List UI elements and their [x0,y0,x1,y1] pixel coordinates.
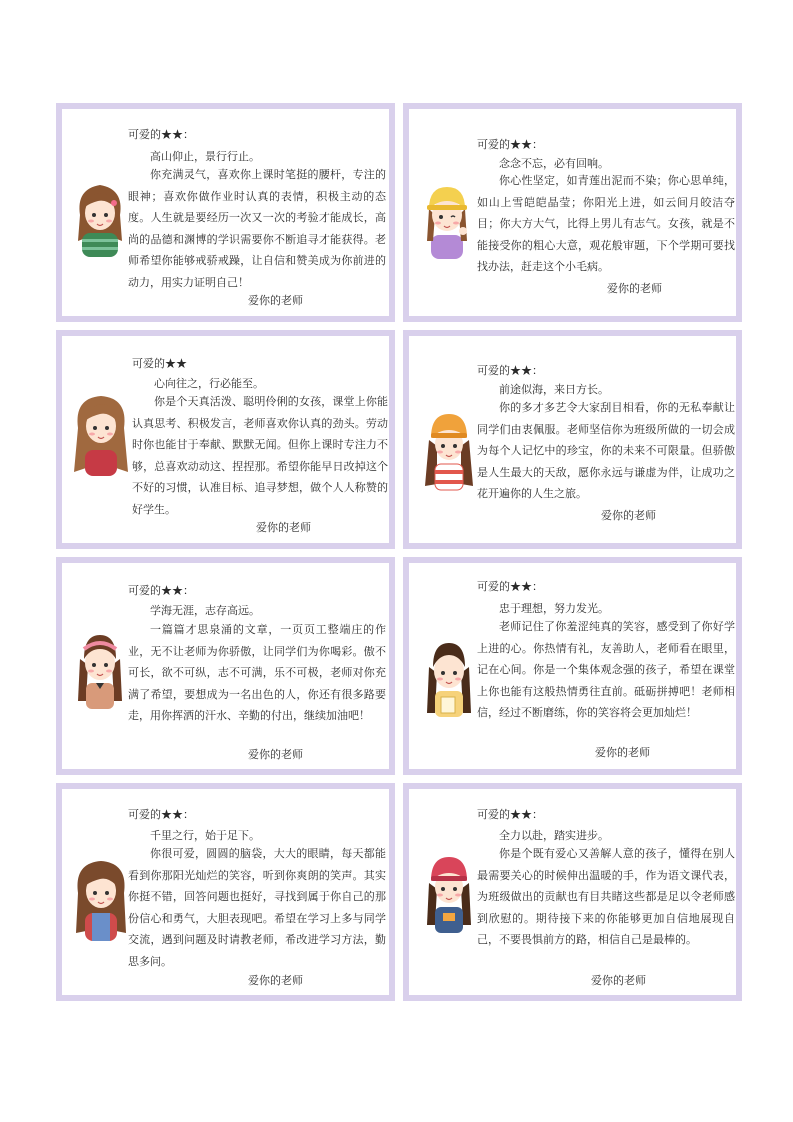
comment-body: 你的多才多艺令大家刮目相看，你的无私奉献让同学们由衷佩服。老师坚信你为班级所做的一切会成为每个人记忆中的珍宝，你的未来不可限量。但骄傲是人生最大的天敌，愿你永远与谦虚为伴，让成功之花开遍你的人生之旅。 [477,401,735,500]
motto: 前途似海，来日方长。 [499,383,609,396]
comment-card-6 [403,557,742,775]
comment-card-8 [403,783,742,1001]
greeting: 可爱的★★： [477,138,543,151]
girl-avatar-icon [419,406,479,492]
comment-body: 一篇篇才思泉涌的文章，一页页工整端庄的作业，无不让老师为你骄傲，让同学们为你喝彩。傲不可长，欲不可纵，志不可满，乐不可极，老师对你充满了希望，要想成为一名出色的人，你还有很多路要走，用你挥洒的汗水、辛勤的付出，继续加油吧！ [128,623,386,722]
comment-body: 你充满灵气，喜欢你上课时笔挺的腰杆，专注的眼神；喜欢你做作业时认真的表情，积极主动的态度。人生就是要经历一次又一次的考验才能成长，高尚的品德和渊博的学识需要你不断追寻才能获得。老师希望你能够戒骄戒躁，让自信和赞美成为你前进的动力，用实力证明自己！ [128,168,386,289]
signature: 爱你的老师 [601,509,656,522]
comment-card-7 [56,783,395,1001]
comment-body: 你是个既有爱心又善解人意的孩子，懂得在别人最需要关心的时候伸出温暖的手，作为语文课代表，为班级做出的贡献也有目共睹这些都是足以令老师感到欣慰的。期待接下来的你能够更加自信地展现自己，不要畏惧前方的路，相信自己是最棒的。 [477,847,735,946]
signature: 爱你的老师 [248,974,303,987]
motto: 高山仰止，景行行止。 [150,150,260,163]
motto: 念念不忘，必有回响。 [499,157,609,170]
comment-body: 你很可爱，圆圆的脑袋，大大的眼睛，每天都能看到你那阳光灿烂的笑容，听到你爽朗的笑声。其实你挺不错，回答问题也挺好，寻找到属于你自己的那份信心和勇气，大胆表现吧。希望在学习上多与同学交流，遇到问题及时请教老师，希改进学习方法，勤思多问。 [128,847,386,968]
motto: 心向往之，行必能至。 [154,377,264,390]
comment-card-1 [56,103,395,322]
motto: 全力以赴，踏实进步。 [499,829,609,842]
comment-body: 你是个天真活泼、聪明伶俐的女孩，课堂上你能认真思考、积极发言，老师喜欢你认真的劲头。劳动时你也能甘于奉献、默默无闻。但你上课时专注力不够，总喜欢动动这、捏捏那。希望你能早日改掉这个不好的习惯，认准目标、追寻梦想，做个人人称赞的好学生。 [132,395,388,516]
girl-avatar-icon [417,179,477,259]
comment-card-2 [403,103,742,322]
greeting: 可爱的★★： [128,128,194,141]
comment-card-5 [56,557,395,775]
motto: 学海无涯，志存高远。 [150,604,260,617]
signature: 爱你的老师 [607,282,662,295]
motto: 忠于理想，努力发光。 [499,602,609,615]
signature: 爱你的老师 [256,521,311,534]
greeting: 可爱的★★： [128,808,194,821]
greeting: 可爱的★★： [477,808,543,821]
signature: 爱你的老师 [248,748,303,761]
comment-card-3 [56,330,395,549]
signature: 爱你的老师 [595,746,650,759]
comment-body: 你心性坚定，如青莲出泥而不染；你心思单纯，如山上雪皑皑晶莹；你阳光上进，如云间月皎洁夺目；你大方大气，比得上男儿有志气。女孩，就是不能接受你的粗心大意，观花般审题，下个学期可要找找办法，赶走这个小毛病。 [477,174,735,273]
comment-body: 老师记住了你羞涩纯真的笑容，感受到了你好学上进的心。你热情有礼，友善助人，老师看在眼里，记在心间。你是一个集体观念强的孩子，希望在课堂上你也能有这般热情勇往直前。砥砺拼搏吧！老师相信，经过不断磨练，你的笑容将会更加灿烂！ [477,620,735,719]
girl-avatar-icon [419,633,479,719]
greeting: 可爱的★★： [477,580,543,593]
girl-avatar-icon [70,853,132,941]
girl-avatar-icon [70,388,132,476]
signature: 爱你的老师 [591,974,646,987]
comment-card-4 [403,330,742,549]
girl-avatar-icon [70,175,130,257]
girl-avatar-icon [70,625,130,711]
motto: 千里之行，始于足下。 [150,829,260,842]
signature: 爱你的老师 [248,294,303,307]
greeting: 可爱的★★： [128,584,194,597]
greeting: 可爱的★★： [477,364,543,377]
girl-avatar-icon [419,849,479,935]
greeting: 可爱的★★ [132,357,187,370]
